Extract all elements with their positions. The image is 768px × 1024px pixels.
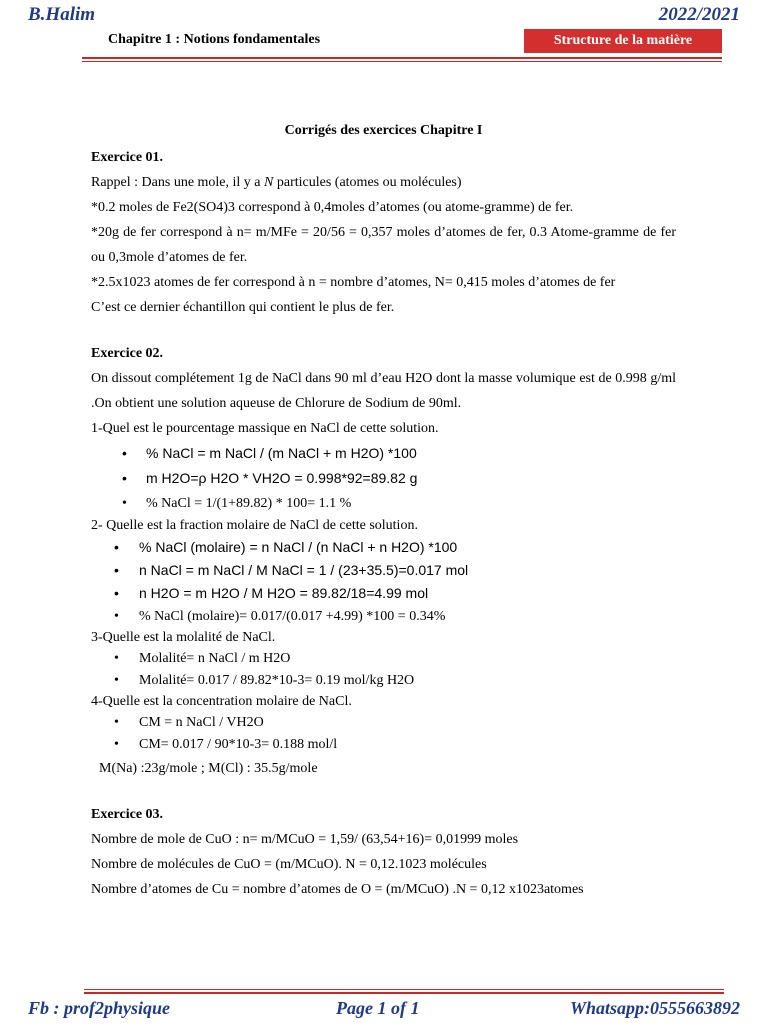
footer-rule <box>84 992 724 994</box>
document-body <box>91 118 676 902</box>
ex1-conclusion: C’est ce dernier échantillon qui contient le plus de fer. <box>91 300 395 315</box>
ex2-q4-list <box>91 712 676 756</box>
list-item: • Molalité= 0.017 / 89.82*10-3= 0.19 mol/kg H2O <box>91 670 676 692</box>
footer-facebook: Fb : prof2physique <box>28 998 171 1018</box>
exercise-03-heading: Exercice 03. <box>91 807 164 822</box>
list-item: • % NaCl = m NaCl / (m NaCl + m H2O) *100 <box>91 441 676 466</box>
ex1-line-2: *20g de fer correspond à n= m/MFe = 20/56 = 0,357 moles d’atomes de fer, 0.3 Atome-gramme de fer ou 0,3mole d’atomes de fer. <box>91 225 676 265</box>
ex2-molar-masses: M(Na) :23g/mole ; M(Cl) : 35.5g/mole <box>99 761 318 776</box>
ex3-line-3: Nombre d’atomes de Cu = nombre d’atomes de O = (m/MCuO) .N = 0,12 x1023atomes <box>91 882 584 897</box>
ex1-line-1: *0.2 moles de Fe2(SO4)3 correspond à 0,4moles d’atomes (ou atome-gramme) de fer. <box>91 200 574 215</box>
academic-year: 2022/2021 <box>658 4 740 25</box>
list-item: • % NaCl = 1/(1+89.82) * 100= 1.1 % <box>91 491 676 516</box>
ex2-question-1: 1-Quel est le pourcentage massique en NaCl de cette solution. <box>91 421 439 436</box>
list-item: • n NaCl = m NaCl / M NaCl = 1 / (23+35.5)=0.017 mol <box>91 559 676 582</box>
chapter-title: : Notions fondamentales <box>171 32 321 47</box>
ex2-intro: On dissout complétement 1g de NaCl dans 90 ml d’eau H2O dont la masse volumique est de 0.998 g/ml .On obtient une solution aqueuse de Chlorure de Sodium de 90ml. <box>91 371 676 411</box>
list-item: • CM = n NaCl / VH2O <box>91 712 676 734</box>
document-title: Corrigés des exercices Chapitre I <box>284 123 483 138</box>
chapter-heading <box>108 32 320 48</box>
author-name: B.Halim <box>28 4 96 25</box>
list-item: • n H2O = m H2O / M H2O = 89.82/18=4.99 mol <box>91 582 676 605</box>
section-badge: Structure de la matière <box>524 29 722 53</box>
ex2-question-3: 3-Quelle est la molalité de NaCl. <box>91 630 276 645</box>
header-rule <box>82 57 722 59</box>
ex1-rappel: Rappel : Dans une mole, il y a N particules (atomes ou molécules) <box>91 175 462 190</box>
footer-page-number: Page 1 of 1 <box>336 998 420 1018</box>
footer-rule-thin <box>84 989 724 990</box>
list-item: • m H2O=ρ H2O * VH2O = 0.998*92=89.82 g <box>91 466 676 491</box>
ex2-q2-list <box>91 536 676 628</box>
ex3-line-1: Nombre de mole de CuO : n= m/MCuO = 1,59/ (63,54+16)= 0,01999 moles <box>91 832 519 847</box>
chapter-label: Chapitre 1 <box>108 32 172 47</box>
ex3-line-2: Nombre de molécules de CuO = (m/MCuO). N = 0,12.1023 molécules <box>91 857 487 872</box>
list-item: • % NaCl (molaire)= 0.017/(0.017 +4.99) *100 = 0.34% <box>91 605 676 628</box>
ex2-question-4: 4-Quelle est la concentration molaire de NaCl. <box>91 694 352 709</box>
exercise-01-heading: Exercice 01. <box>91 150 164 165</box>
ex2-q1-list <box>91 441 676 516</box>
ex2-q3-list <box>91 648 676 692</box>
list-item: • % NaCl (molaire) = n NaCl / (n NaCl + n H2O) *100 <box>91 536 676 559</box>
footer-whatsapp: Whatsapp:0555663892 <box>569 998 740 1018</box>
header-rule-thin <box>82 61 722 62</box>
list-item: • CM= 0.017 / 90*10-3= 0.188 mol/l <box>91 734 676 756</box>
ex1-line-3: *2.5x1023 atomes de fer correspond à n = nombre d’atomes, N= 0,415 moles d’atomes de fer <box>91 275 616 290</box>
list-item: • Molalité= n NaCl / m H2O <box>91 648 676 670</box>
exercise-02-heading: Exercice 02. <box>91 346 164 361</box>
ex2-question-2: 2- Quelle est la fraction molaire de NaCl de cette solution. <box>91 518 418 533</box>
